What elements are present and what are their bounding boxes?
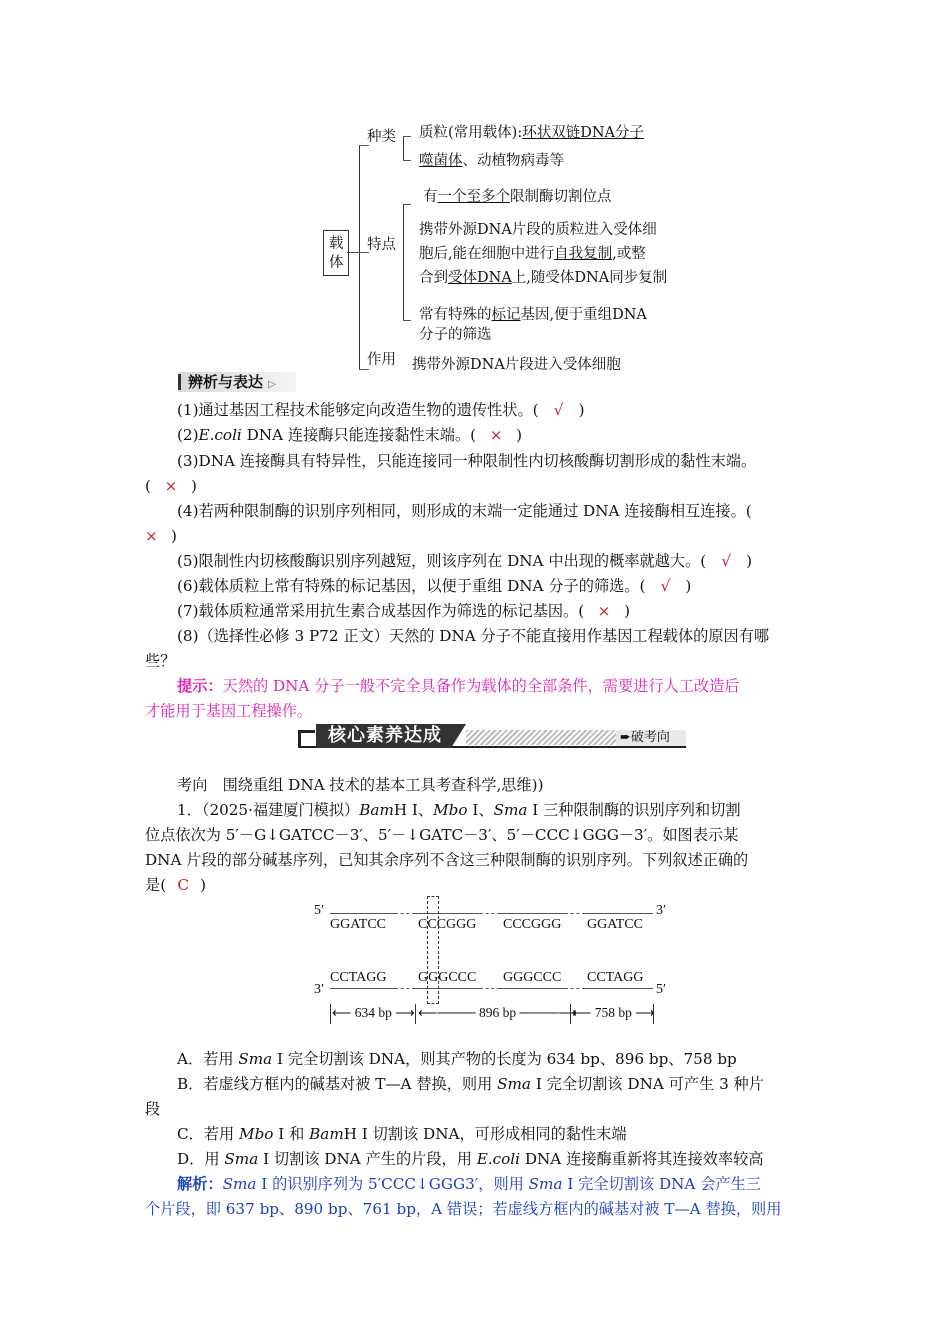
bottom-strand-line: [330, 988, 395, 989]
branch-line: [403, 136, 411, 137]
judge-item-4: (4)若两种限制酶的识别序列相同，则形成的末端一定能通过 DNA 连接酶相互连接。(: [177, 502, 752, 520]
top-seq: GGATCC: [330, 917, 387, 932]
bottom-strand-gap: [480, 988, 500, 989]
judge-item-5: (5)限制性内切核酸酶识别序列越短，则该序列在 DNA 中出现的概率就越大。( √ ): [145, 549, 842, 573]
analysis-label: 解析：: [177, 1175, 223, 1193]
feature2-line3: 合到受体DNA上,随受体DNA同步复制: [419, 270, 668, 286]
option-d: D．用 Sma Ⅰ 切割该 DNA 产生的片段，用 E.coli DNA 连接酶重新将其连接效率较高: [177, 1150, 764, 1168]
cross-mark: ×: [145, 527, 158, 545]
bottom-seq: GGGCCC: [418, 970, 477, 985]
top-3-prime: 3′: [656, 903, 667, 918]
branch-line: [403, 320, 411, 321]
feature1: 有一个至多个限制酶切割位点: [423, 189, 612, 205]
hint-line-1: 提示：天然的 DNA 分子一般不完全具备作为载体的全部条件，需要进行人工改造后: [177, 677, 740, 695]
bottom-seq: CCTAGG: [587, 970, 644, 985]
header-bar-icon: [178, 374, 181, 390]
bottom-strand-line: [415, 988, 480, 989]
bottom-5-prime: 5′: [656, 982, 667, 997]
cross-mark: ×: [489, 426, 503, 444]
judge-item-4-cont: × ): [145, 524, 810, 548]
question-line-2: 位点依次为 5′－G↓GATCC－3′、5′－↓GATC－3′、5′－CCC↓GGG－3′。如图表示某: [145, 826, 739, 844]
bottom-3-prime: 3′: [314, 982, 325, 997]
feature2-line1: 携带外源DNA片段的质粒进入受体细: [419, 222, 657, 238]
branch-line: [403, 204, 411, 205]
top-strand-gap: [395, 913, 415, 914]
top-seq: CCCGGG: [503, 917, 562, 932]
bottom-seq: GGGCCC: [503, 970, 562, 985]
top-strand-line: [415, 913, 480, 914]
top-strand-line: [585, 913, 653, 914]
bianxi-title: 辨析与表达: [188, 373, 264, 391]
length-label: ⟵──── 896 bp ────⟶: [418, 1005, 578, 1020]
function-label: 作用: [367, 352, 396, 368]
hint-line-2: 才能用于基因工程操作。: [145, 702, 313, 720]
type2: 噬菌体、动植物病毒等: [419, 153, 564, 169]
features-label: 特点: [367, 237, 396, 253]
judge-item-3-cont: ( × ): [145, 474, 810, 498]
check-mark: √: [660, 577, 671, 595]
top-5-prime: 5′: [314, 903, 325, 918]
check-mark: √: [553, 401, 564, 419]
top-seq: GGATCC: [587, 917, 644, 932]
judge-item-3: (3)DNA 连接酶具有特异性，只能连接同一种限制性内切核酸酶切割形成的黏性末端。: [177, 452, 757, 470]
concept-root-char2: 体: [329, 255, 344, 271]
top-strand-gap: [565, 913, 585, 914]
judge-item-6: (6)载体质粒上常有特殊的标记基因，以便于重组 DNA 分子的筛选。( √ ): [145, 574, 842, 598]
connector: [347, 252, 359, 253]
features-bracket: [403, 204, 404, 320]
judge-item-2: (2)E.coli DNA 连接酶只能连接黏性末端。( × ): [145, 423, 842, 447]
judge-item-8-cont: 些？: [145, 652, 176, 670]
trunk-line: [359, 145, 360, 370]
bottom-seq: CCTAGG: [330, 970, 387, 985]
tick: [330, 1004, 331, 1024]
concept-root-char1: 载: [329, 236, 344, 252]
question-line-1: 1．（2025·福建厦门模拟）BamH Ⅰ、Mbo Ⅰ、Sma Ⅰ 三种限制酶的识别序列和切割: [177, 801, 741, 819]
triangle-icon: ▷: [268, 379, 276, 390]
analysis-line-2: 个片段，即 637 bp、890 bp、761 bp，A 错误；若虚线方框内的碱基对被 T—A 替换，则用: [145, 1200, 782, 1218]
banner-left-cap: [298, 730, 315, 747]
answer-letter: C: [177, 876, 189, 894]
kaoxiang-title: 考向 围绕重组 DNA 技术的基本工具考查科学,思维)): [177, 776, 544, 794]
judge-item-1: (1)通过基因工程技术能够定向改造生物的遗传性状。( √ ): [145, 398, 842, 422]
banner-stripe: [466, 730, 616, 745]
bottom-strand-line: [585, 988, 653, 989]
feature3-line1: 常有特殊的标记基因,便于重组DNA: [419, 307, 647, 323]
analysis-line-1: 解析：Sma Ⅰ 的识别序列为 5′CCC↓GGG3′，则用 Sma Ⅰ 完全切割该 DNA 会产生三: [177, 1175, 761, 1193]
type1: 质粒(常用载体):环状双链DNA分子: [419, 125, 644, 141]
feature2-line2: 胞后,能在细胞中进行自我复制,或整: [419, 246, 646, 262]
option-a: A．若用 Sma Ⅰ 完全切割该 DNA，则其产物的长度为 634 bp、896 bp、758 bp: [177, 1050, 737, 1068]
top-strand-gap: [480, 913, 500, 914]
hint-label: 提示：: [177, 677, 223, 695]
length-label: ⟵ 758 bp ⟶: [572, 1005, 655, 1020]
top-strand-line: [500, 913, 565, 914]
tick: [415, 1004, 416, 1024]
dashed-box: [427, 896, 439, 1004]
banner-tag: ➨破考向: [620, 730, 670, 745]
question-line-4: 是( C ): [145, 873, 810, 897]
types-label: 种类: [367, 129, 396, 145]
top-seq: CCCGGG: [418, 917, 477, 932]
judge-item-7: (7)载体质粒通常采用抗生素合成基因作为筛选的标记基因。( × ): [145, 599, 842, 623]
branch-line: [403, 160, 411, 161]
judge-item-8: (8)（选择性必修 3 P72 正文）天然的 DNA 分子不能直接用作基因工程载体的原因有哪: [177, 627, 770, 645]
bottom-strand-line: [500, 988, 565, 989]
option-b-cont: 段: [145, 1100, 161, 1118]
check-mark: √: [721, 552, 731, 570]
question-line-3: DNA 片段的部分碱基序列，已知其余序列不含这三种限制酶的识别序列。下列叙述正确的: [145, 851, 749, 869]
banner-title: 核心素养达成: [328, 725, 442, 746]
bianxi-header: [178, 372, 296, 392]
option-c: C．若用 Mbo Ⅰ 和 BamH Ⅰ 切割该 DNA，可形成相同的黏性末端: [177, 1125, 627, 1143]
length-label: ⟵ 634 bp ⟶: [332, 1005, 415, 1020]
types-bracket: [403, 136, 404, 160]
option-b: B．若虚线方框内的碱基对被 T—A 替换，则用 Sma Ⅰ 完全切割该 DNA 可产生 3 种片: [177, 1075, 764, 1093]
arrow-right-icon: ➨: [620, 730, 631, 745]
bottom-strand-gap: [565, 988, 585, 989]
cross-mark: ×: [597, 602, 611, 620]
function-text: 携带外源DNA片段进入受体细胞: [412, 357, 621, 373]
top-strand-line: [330, 913, 395, 914]
bottom-strand-gap: [395, 988, 415, 989]
feature3-line2: 分子的筛选: [419, 327, 492, 343]
cross-mark: ×: [164, 477, 178, 495]
